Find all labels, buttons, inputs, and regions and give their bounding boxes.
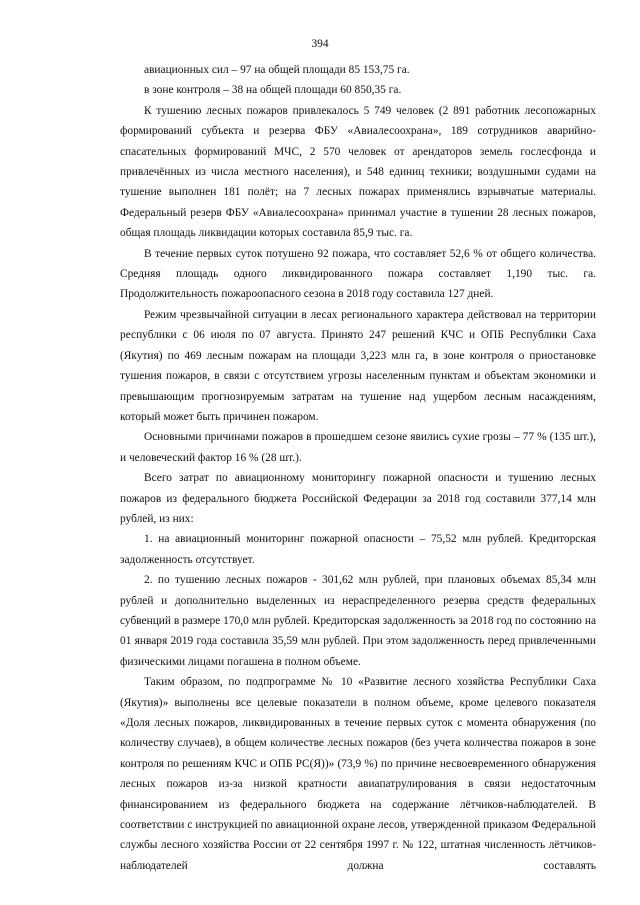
paragraph-total-costs: Всего затрат по авиационному мониторингу пожарной опасности и тушению лесных пожаров из федерального бюджета Российской Федерации за 2018 год составили 377,14 млн рублей, из них:: [120, 472, 596, 525]
paragraph-fire-causes: Основными причинами пожаров в прошедшем сезоне явились сухие грозы – 77 % (135 шт.), и человеческий фактор 16 % (28 шт.).: [120, 431, 596, 464]
paragraph-aviation-forces: авиационных сил – 97 на общей площади 85 153,75 га.: [144, 64, 410, 76]
list-item-monitoring-costs: 1. на авиационный мониторинг пожарной опасности – 75,52 млн рублей. Кредиторская задолженность отсутствует.: [120, 533, 596, 566]
paragraph-firefighting-resources: К тушению лесных пожаров привлекалось 5 749 человек (2 891 работник лесопожарных формирований субъекта и резерва ФБУ «Авиалесоохрана», 189 сотрудников аварийно-спасательных формирований МЧС, 2 570 человек от арендаторов земель гослесфонда и привлечённых из числа местного населения), и 548 единиц техники; воздушными судами на тушение выполнен 181 полёт; на 7 лесных пожарах применялись взрывчатые материалы. Федеральный резерв ФБУ «Авиалесоохрана» принимал участие в тушении 28 лесных пожаров, общая площадь ликвидации которых составила 85,9 тыс. га.: [120, 104, 596, 240]
paragraph-subprogram-summary: Таким образом, по подпрограмме № 10 «Развитие лесного хозяйства Республики Саха (Якутия)» выполнены все целевые показатели в полном объеме, кроме целевого показателя «Доля лесных пожаров, ликвидированных в течение первых суток с момента обнаружения (по количеству случаев), в общем количестве лесных пожаров (без учета количества пожаров в зоне контроля по решениям КЧС и ОПБ РС(Я))» (73,9 %) по причине несвоевременного обнаружения лесных пожаров из-за низкой кратности авиапатрулирования в связи недостаточным финансированием из федерального бюджета на содержание лётчиков-наблюдателей. В соответствии с инструкцией по авиационной охране лесов, утвержденной приказом Федеральной службы лесного хозяйства России от 22 сентября 1997 г. № 122, штатная численность лётчиков-наблюдателей должна составлять: [120, 676, 596, 872]
page-number: 394: [311, 38, 329, 50]
body-text: [120, 60, 596, 876]
paragraph-first-day-extinguished: В течение первых суток потушено 92 пожара, что составляет 52,6 % от общего количества. Средняя площадь одного ликвидированного пожара составляет 1,190 тыс. га. Продолжительность пожароопасного сезона в 2018 году составила 127 дней.: [120, 247, 596, 301]
paragraph-emergency-regime: Режим чрезвычайной ситуации в лесах регионального характера действовал на территории республики с 06 июля по 07 августа. Принято 247 решений КЧС и ОПБ Республики Саха (Якутия) по 469 лесным пожарам на площади 3,223 млн га, в зоне контроля о приостановке тушения пожаров, в связи с отсутствием угрозы населенным пунктам и объектам экономики и превышающим прогнозируемым затратам на тушение над ущербом лесным насаждениям, который может быть причинен пожаром.: [120, 308, 596, 423]
paragraph-control-zone: в зоне контроля – 38 на общей площади 60 850,35 га.: [144, 84, 402, 97]
list-item-firefighting-costs: 2. по тушению лесных пожаров - 301,62 млн рублей, при плановых объемах 85,34 млн рублей и дополнительно выделенных из нераспределенного резерва средств федеральных субвенций в размере 170,0 млн рублей. Кредиторская задолженность за 2018 год по состоянию на 01 января 2019 года составила 35,59 млн рублей. При этом задолженность перед привлеченными физическими лицами погашена в полном объеме.: [120, 574, 596, 668]
